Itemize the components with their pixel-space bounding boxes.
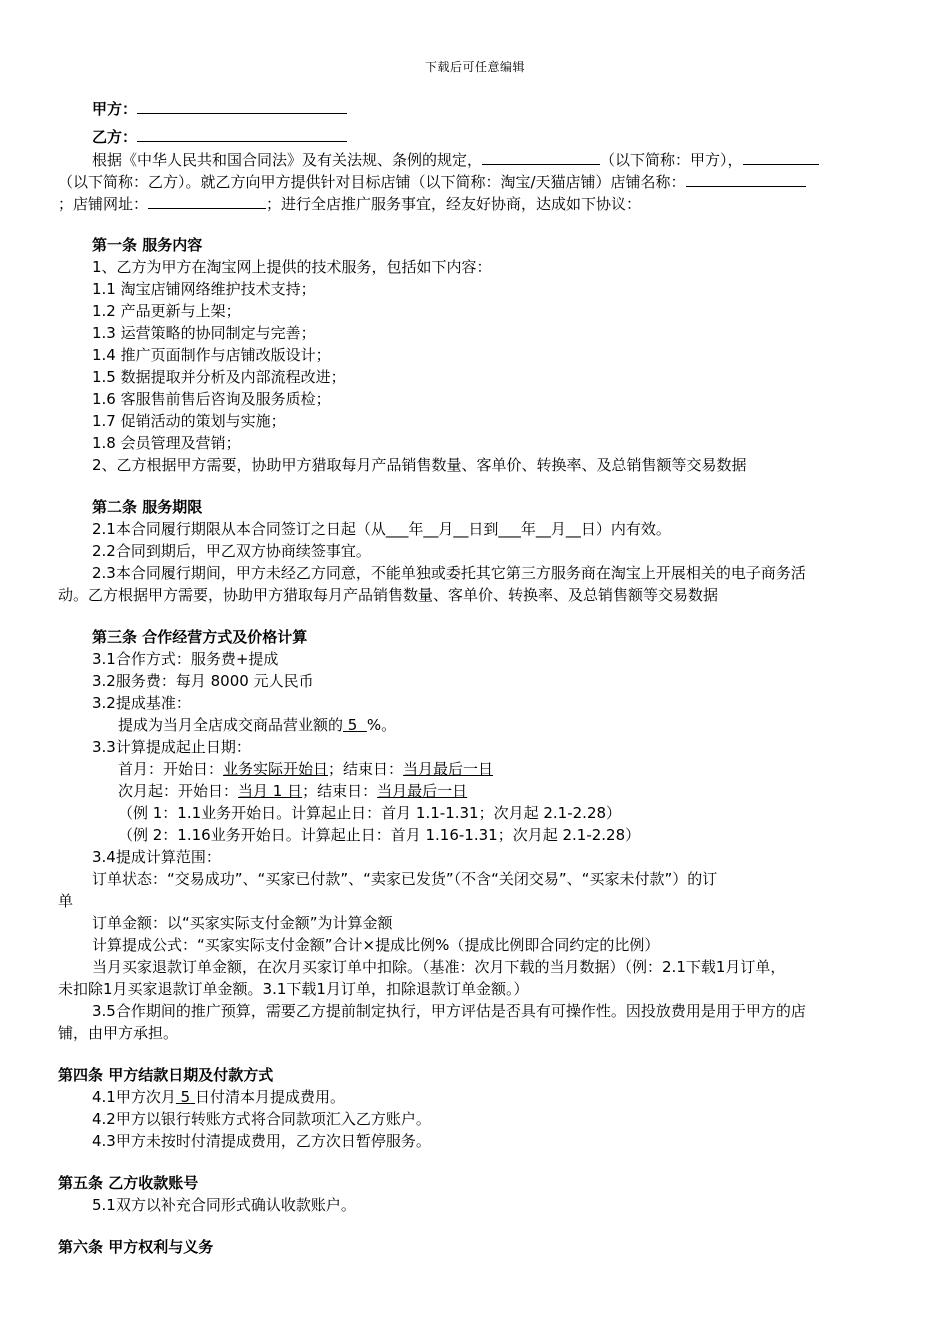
article-1-item: 1、乙方为甲方在淘宝网上提供的技术服务，包括如下内容： [92,258,492,276]
article-3-title: 第三条 合作经营方式及价格计算 [92,628,308,646]
article-3-line: （例 2：1.16业务开始日。计算起止日：首月 1.16-1.31；次月起 2.1-2.28） [118,826,641,844]
article-4-line: 4.2甲方以银行转账方式将合同款项汇入乙方账户。 [92,1110,431,1128]
article-2-line: 2.2合同到期后，甲乙双方协商续签事宜。 [92,542,371,560]
next-month-start: 当月 1 日 [238,782,303,800]
first-month-end: 当月最后一日 [403,760,494,778]
article-3-line: 未扣除1月买家退款订单金额。3.1下载1月订单，扣除退款订单金额。） [58,980,529,998]
article-3-line: 单 [58,892,74,910]
party-b-label: 乙方： [92,128,138,146]
party-a-blank[interactable] [137,99,347,114]
article-1-item: 1.7 促销活动的策划与实施； [92,412,286,430]
article-2-line: 2.1本合同履行期限从本合同签订之日起（从___年__月__日到___年__月__日）内有效。 [92,520,671,538]
date-label: ；结束日： [328,760,404,778]
article-1-item: 1.8 会员管理及营销； [92,434,241,452]
article-1-item: 1.2 产品更新与上架； [92,302,241,320]
article-6-title: 第六条 甲方权利与义务 [58,1238,214,1256]
date-label: ；结束日： [302,782,378,800]
article-1-item: 1.4 推广页面制作与店铺改版设计； [92,346,331,364]
intro-text: （以下简称：乙方）。就乙方向甲方提供针对目标店铺（以下简称：淘宝/天猫店铺）店铺名称： [58,173,686,191]
intro-text: （以下简称：甲方）， [600,151,743,169]
article-4-line [92,1087,345,1107]
article-3-line [118,781,467,801]
commission-text: %。 [366,716,397,734]
article-3-line: 铺，由甲方承担。 [58,1024,179,1042]
article-2-line: 动。乙方根据甲方需要，协助甲方猎取每月产品销售数量、客单价、转换率、及总销售额等交易数据 [58,586,719,604]
article-3-line [118,759,493,779]
article-1-item: 2、乙方根据甲方需要，协助甲方猎取每月产品销售数量、客单价、转换率、及总销售额等交易数据 [92,456,747,474]
commission-rate[interactable]: 5 [347,716,358,734]
party-a-line [92,99,347,119]
party-b-blank[interactable] [137,127,347,142]
article-3-line: 3.2服务费：每月 8000 元人民币 [92,672,314,690]
party-a-name-blank[interactable] [482,150,600,165]
payment-day[interactable]: 5 [180,1088,191,1106]
commission-text: 提成为当月全店成交商品营业额的 [118,716,344,734]
shop-name-blank[interactable] [686,172,806,187]
article-3-line: 当月买家退款订单金额，在次月买家订单中扣除。（基准：次月下载的当月数据）（例：2.1下载1月订单， [92,958,786,976]
article-1-item: 1.1 淘宝店铺网络维护技术支持； [92,280,316,298]
article-5-title: 第五条 乙方收款账号 [58,1174,199,1192]
article-3-line: 3.1合作方式：服务费+提成 [92,650,279,668]
party-a-label: 甲方： [92,100,138,118]
article-5-line: 5.1双方以补充合同形式确认收款账户。 [92,1196,356,1214]
article-3-line: 3.5合作期间的推广预算，需要乙方提前制定执行，甲方评估是否具有可操作性。因投放费用是用于甲方的店 [92,1002,806,1020]
shop-url-blank[interactable] [148,194,266,209]
payment-text: 日付清本月提成费用。 [194,1088,345,1106]
intro-line-2 [58,172,806,192]
intro-text: ；店铺网址： [58,195,149,213]
article-4-title: 第四条 甲方结款日期及付款方式 [58,1066,274,1084]
intro-line-1 [92,150,819,170]
date-label: 首月：开始日： [118,760,224,778]
article-3-line: （例 1：1.1业务开始日。计算起止日：首月 1.1-1.31；次月起 2.1-2.28） [118,804,622,822]
intro-text: ；进行全店推广服务事宜，经友好协商，达成如下协议： [266,195,642,213]
intro-text: 根据《中华人民共和国合同法》及有关法规、条例的规定， [92,151,483,169]
article-4-line: 4.3甲方未按时付清提成费用，乙方次日暂停服务。 [92,1132,431,1150]
article-3-line: 3.3计算提成起止日期： [92,738,251,756]
article-2-title: 第二条 服务期限 [92,498,203,516]
payment-text: 4.1甲方次月 [92,1088,176,1106]
party-b-name-blank[interactable] [743,150,819,165]
article-1-title: 第一条 服务内容 [92,236,203,254]
date-label: 次月起：开始日： [118,782,239,800]
first-month-start: 业务实际开始日 [223,760,329,778]
party-b-line [92,127,347,147]
article-3-line [118,715,396,735]
intro-line-3 [58,194,641,214]
article-1-item: 1.3 运营策略的协同制定与完善； [92,324,316,342]
article-3-line: 3.4提成计算范围： [92,848,221,866]
header-note: 下载后可任意编辑 [424,60,525,74]
article-1-item: 1.6 客服售前售后咨询及服务质检； [92,390,331,408]
article-3-line: 3.2提成基准： [92,694,191,712]
next-month-end: 当月最后一日 [377,782,468,800]
article-2-line: 2.3本合同履行期间，甲方未经乙方同意，不能单独或委托其它第三方服务商在淘宝上开展相关的电子商务活 [92,564,806,582]
article-1-item: 1.5 数据提取并分析及内部流程改进； [92,368,346,386]
article-3-line: 计算提成公式：“买家实际支付金额”合计×提成比例%（提成比例即合同约定的比例） [92,936,660,954]
article-3-line: 订单金额：以“买家实际支付金额”为计算金额 [92,914,393,932]
article-3-line: 订单状态：“交易成功”、“买家已付款”、“卖家已发货”（不含“关闭交易”、“买家未付款”）的订 [92,870,718,888]
